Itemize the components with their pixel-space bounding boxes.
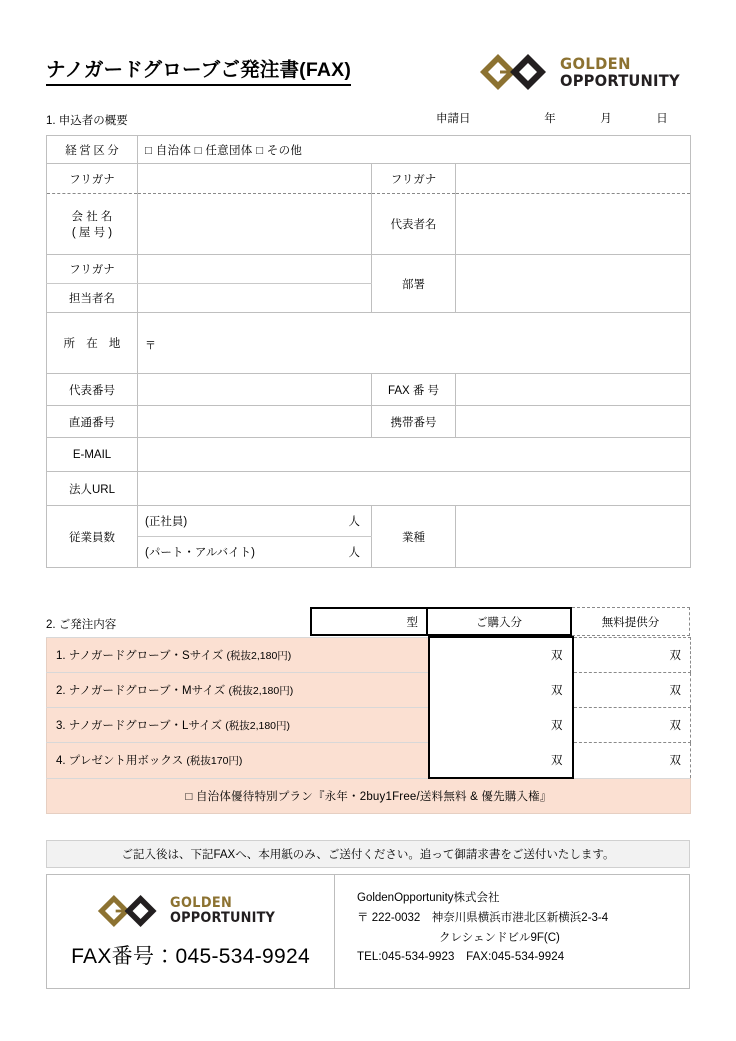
table-row-furigana-contact [47, 255, 691, 284]
label-direct-tel: 直通番号 [47, 406, 138, 438]
postal-code-mark: 〒 [145, 339, 156, 352]
footer-fax-number: FAX番号：045-534-9924 [71, 944, 310, 968]
table-row [47, 743, 691, 779]
label-main-tel: 代表番号 [47, 374, 138, 406]
field-fax[interactable] [456, 374, 691, 406]
order-free-qty-1[interactable] [573, 637, 691, 673]
order-purchase-qty-3[interactable] [429, 708, 573, 743]
label-furigana-company: フリガナ [47, 164, 138, 194]
table-row-main-tel [47, 374, 691, 406]
logo-wordmark [559, 53, 690, 90]
submission-note: ご記入後は、下記FAXへ、本用紙のみ、ご送付ください。追って御請求書をご送付いたします。 [46, 840, 690, 868]
field-industry[interactable] [456, 506, 691, 568]
field-email[interactable] [138, 438, 691, 472]
order-item-name-1: 1. ナノガードグローブ・Sサイズ [56, 649, 224, 662]
field-address[interactable] [138, 313, 691, 374]
table-row-management-type [47, 136, 691, 164]
table-row-address [47, 313, 691, 374]
label-fax: FAX 番 号 [372, 374, 456, 406]
unit-people-fulltime: 人 [348, 516, 360, 528]
field-department[interactable] [456, 255, 691, 313]
label-furigana-contact: フリガナ [47, 255, 138, 284]
logo-word-golden: GOLDEN [559, 53, 631, 73]
table-row-company-name [47, 194, 691, 255]
document-header [46, 44, 690, 100]
label-industry: 業種 [372, 506, 456, 568]
order-item-name-2: 2. ナノガードグローブ・Mサイズ [56, 685, 226, 697]
order-item-label-4 [47, 743, 429, 779]
order-free-qty-4[interactable] [573, 743, 691, 779]
table-row-url [47, 472, 691, 506]
footer-logo-word-opportunity: OPPORTUNITY [169, 910, 275, 926]
footer-address-line1: 〒 222-0032 神奈川県横浜市港北区新横浜2-3-4 [357, 911, 609, 924]
column-header-free: 無料提供分 [572, 607, 690, 636]
label-company-name-line1: 会 社 名 [71, 211, 113, 223]
table-row-email [47, 438, 691, 472]
unit-pairs-free-2: 双 [669, 685, 682, 697]
footer-company-details [335, 875, 689, 988]
unit-pairs-free-1: 双 [669, 649, 682, 662]
application-date-area [436, 110, 690, 126]
section1-caption: 1. 申込者の概要 [46, 115, 128, 127]
date-month-field[interactable]: 月 [600, 113, 612, 125]
footer-company-name: GoldenOpportunity株式会社 [357, 892, 500, 904]
field-corporate-url[interactable] [138, 472, 691, 506]
table-row [47, 708, 691, 743]
table-row [47, 673, 691, 708]
page-title: ナノガードグローブご発注書(FAX) [46, 58, 351, 86]
label-employees-parttime: (パート・アルバイト) [145, 547, 255, 559]
field-main-tel[interactable] [138, 374, 372, 406]
field-contact-name[interactable] [138, 284, 372, 313]
golden-opportunity-logo [479, 53, 690, 91]
unit-pairs-purchase-1: 双 [551, 650, 563, 662]
field-employees-fulltime[interactable] [138, 506, 372, 537]
order-items-table [46, 636, 691, 814]
field-management-type[interactable]: □ 自治体 □ 任意団体 □ その他 [138, 136, 691, 164]
order-free-qty-2[interactable] [573, 673, 691, 708]
order-item-label-2 [47, 673, 429, 708]
unit-pairs-purchase-2: 双 [551, 685, 563, 697]
application-date-label: 申請日 [436, 113, 471, 125]
unit-pairs-purchase-3: 双 [551, 720, 563, 732]
footer-logo-diamonds-icon [97, 894, 161, 928]
order-item-label-1 [47, 637, 429, 673]
field-company-name[interactable] [138, 194, 372, 255]
logo-diamonds-icon [479, 53, 551, 91]
footer-logo-wordmark [170, 896, 284, 925]
field-furigana-rep[interactable] [456, 164, 691, 194]
label-mobile: 携帯番号 [372, 406, 456, 438]
table-row-direct-tel [47, 406, 691, 438]
label-address: 所 在 地 [47, 313, 138, 374]
section1-caption-row [46, 110, 690, 130]
label-management-type: 経営区分 [47, 136, 138, 164]
column-header-purchase: ご購入分 [428, 607, 572, 636]
label-employees-fulltime: (正社員) [145, 516, 188, 528]
footer-fax-panel [47, 875, 335, 988]
label-contact-name: 担当者名 [47, 284, 138, 313]
order-item-price-3: (税抜2,180円) [225, 720, 291, 732]
applicant-info-table [46, 135, 691, 568]
order-purchase-qty-2[interactable] [429, 673, 573, 708]
order-free-qty-3[interactable] [573, 708, 691, 743]
order-item-label-3 [47, 708, 429, 743]
section2-caption: 2. ご発注内容 [46, 619, 117, 631]
unit-pairs-free-4: 双 [669, 755, 682, 768]
order-table-header [310, 607, 690, 636]
order-item-price-2: (税抜2,180円) [228, 685, 294, 697]
field-mobile[interactable] [456, 406, 691, 438]
label-employee-count: 従業員数 [47, 506, 138, 568]
table-row-furigana-company [47, 164, 691, 194]
label-company-name [47, 194, 138, 255]
order-item-name-4: 4. プレゼント用ボックス [56, 755, 184, 768]
label-rep-name: 代表者名 [372, 194, 456, 255]
order-item-price-1: (税抜2,180円) [226, 649, 292, 662]
order-purchase-qty-4[interactable] [429, 743, 573, 779]
logo-word-opportunity: OPPORTUNITY [559, 70, 680, 90]
label-corporate-url: 法人URL [47, 472, 138, 506]
footer-tel-fax: TEL:045-534-9923 FAX:045-534-9924 [357, 951, 565, 964]
column-header-model: 型 [310, 607, 428, 636]
date-year-field[interactable]: 年 [544, 113, 556, 125]
footer-logo-word-golden: GOLDEN [169, 895, 233, 911]
field-rep-name[interactable] [456, 194, 691, 255]
unit-people-parttime: 人 [348, 547, 360, 559]
table-row-employees-fulltime [47, 506, 691, 537]
footer-logo [97, 894, 284, 928]
footer-address-line2: クレシェンドビル9F(C) [439, 931, 560, 944]
order-item-name-3: 3. ナノガードグローブ・Lサイズ [56, 720, 223, 732]
field-employees-parttime[interactable] [138, 537, 372, 568]
table-row [47, 637, 691, 673]
table-row [47, 778, 691, 814]
date-day-field[interactable]: 日 [656, 113, 668, 125]
field-furigana-contact[interactable] [138, 255, 372, 284]
special-plan-checkbox-row[interactable]: □ 自治体優待特別プラン『永年・2buy1Free/送料無料 & 優先購入権』 [47, 778, 691, 814]
label-furigana-rep: フリガナ [372, 164, 456, 194]
unit-pairs-free-3: 双 [669, 720, 682, 732]
label-department: 部署 [372, 255, 456, 313]
field-furigana-company[interactable] [138, 164, 372, 194]
order-purchase-qty-1[interactable] [429, 637, 573, 673]
label-company-name-line2: ( 屋 号 ) [71, 227, 113, 239]
field-direct-tel[interactable] [138, 406, 372, 438]
label-email: E-MAIL [47, 438, 138, 472]
unit-pairs-purchase-4: 双 [551, 755, 563, 767]
order-item-price-4: (税抜170円) [186, 755, 243, 768]
footer-contact-box [46, 874, 690, 989]
